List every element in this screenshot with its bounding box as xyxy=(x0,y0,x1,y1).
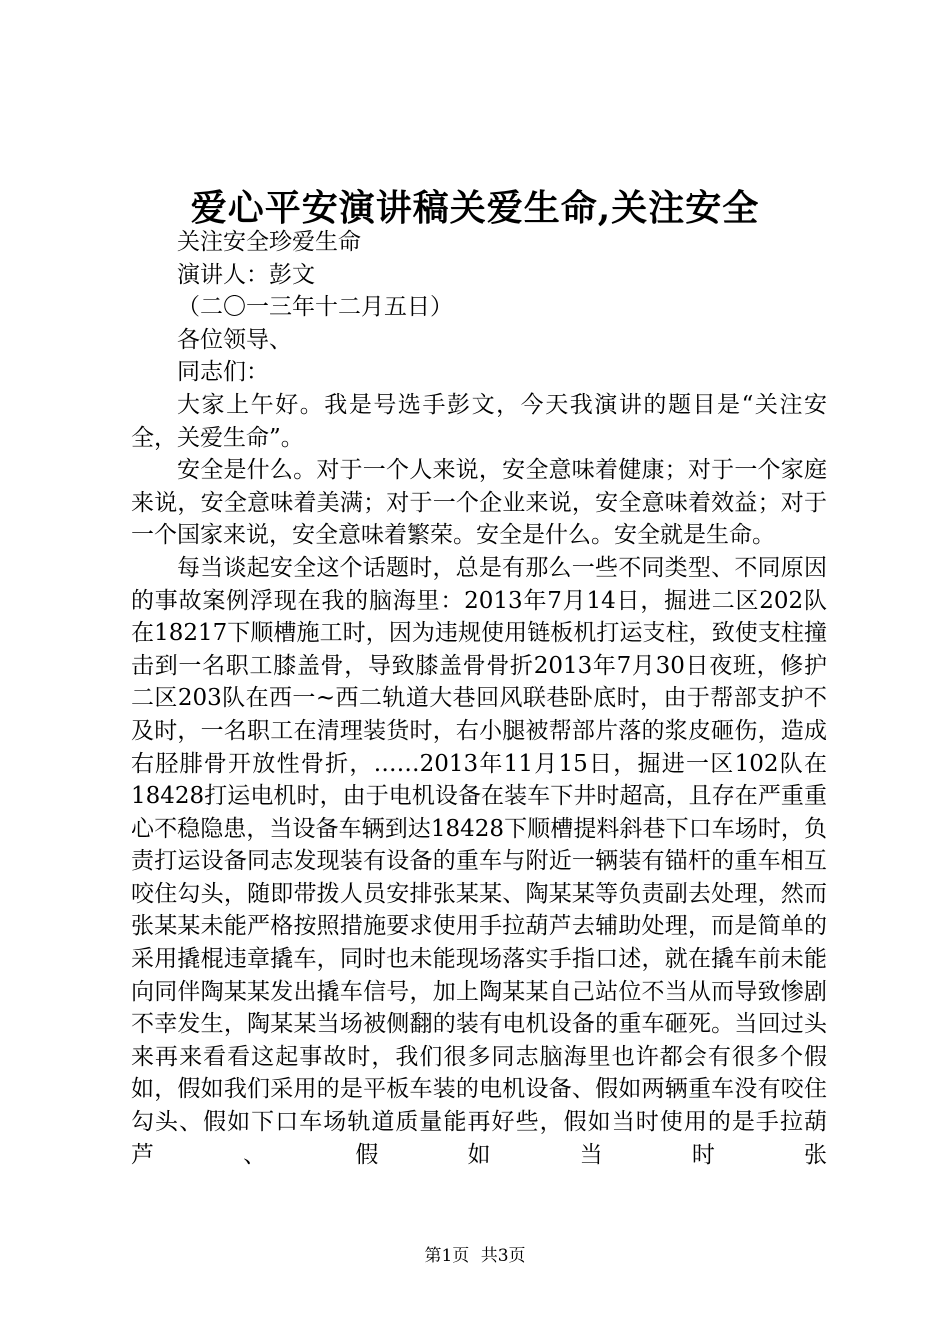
document-body xyxy=(131,226,827,1171)
salutation-comrades: 同志们： xyxy=(177,359,269,386)
page-footer xyxy=(0,1244,950,1268)
paragraph-accident-cases: 每当谈起安全这个话题时，总是有那么一些不同类型、不同原因的事故案例浮现在我的脑海里：2013年7月14日，掘进二区202队在18217下顺槽施工时，因为违规使用链板机打运支柱，致使支柱撞击到一名职工膝盖骨，导致膝盖骨骨折2013年7月30日夜班，修护二区203队在西一~西二轨道大巷回风联巷卧底时，由于帮部支护不及时，一名职工在清理装货时，右小腿被帮部片落的浆皮砸伤，造成右胫腓骨开放性骨折，……2013年11月15日，掘进一区102队在18428打运电机时，由于电机设备在装车下井时超高，且存在严重重心不稳隐患，当设备车辆到达18428下顺槽提料斜巷下口车场时，负责打运设备同志发现装有设备的重车与附近一辆装有锚杆的重车相互咬住勾头，随即带拨人员安排张某某、陶某某等负责副去处理，然而张某某未能严格按照措施要求使用手拉葫芦去辅助处理，而是简单的采用撬棍违章撬车，同时也未能现场落实手指口述，就在撬车前未能向同伴陶某某发出撬车信号，加上陶某某自己站位不当从而导致惨剧不幸发生，陶某某当场被侧翻的装有电机设备的重车砸死。当回过头来再来看看这起事故时，我们很多同志脑海里也许都会有很多个假如，假如我们采用的是平板车装的电机设备、假如两辆重车没有咬住勾头、假如下口车场轨道质量能再好些，假如当时使用的是手拉葫芦、假如当时张 xyxy=(131,554,827,1168)
page-number: 第1页 xyxy=(424,1246,470,1266)
date-line: （二〇一三年十二月五日） xyxy=(177,294,453,321)
speaker-line: 演讲人：彭文 xyxy=(177,261,315,288)
page-total: 共3页 xyxy=(480,1246,526,1266)
paragraph-what-is-safety: 安全是什么。对于一个人来说，安全意味着健康；对于一个家庭来说，安全意味着美满；对于一个企业来说，安全意味着效益；对于一个国家来说，安全意味着繁荣。安全是什么。安全就是生命。 xyxy=(131,457,827,549)
subtitle-line: 关注安全珍爱生命 xyxy=(177,229,361,255)
paragraph-greeting: 大家上午好。我是号选手彭文，今天我演讲的题目是“关注安全，关爱生命”。 xyxy=(131,391,827,451)
document-title: 爱心平安演讲稿关爱生命,关注安全 xyxy=(190,187,760,229)
salutation-leaders: 各位领导、 xyxy=(177,326,292,353)
